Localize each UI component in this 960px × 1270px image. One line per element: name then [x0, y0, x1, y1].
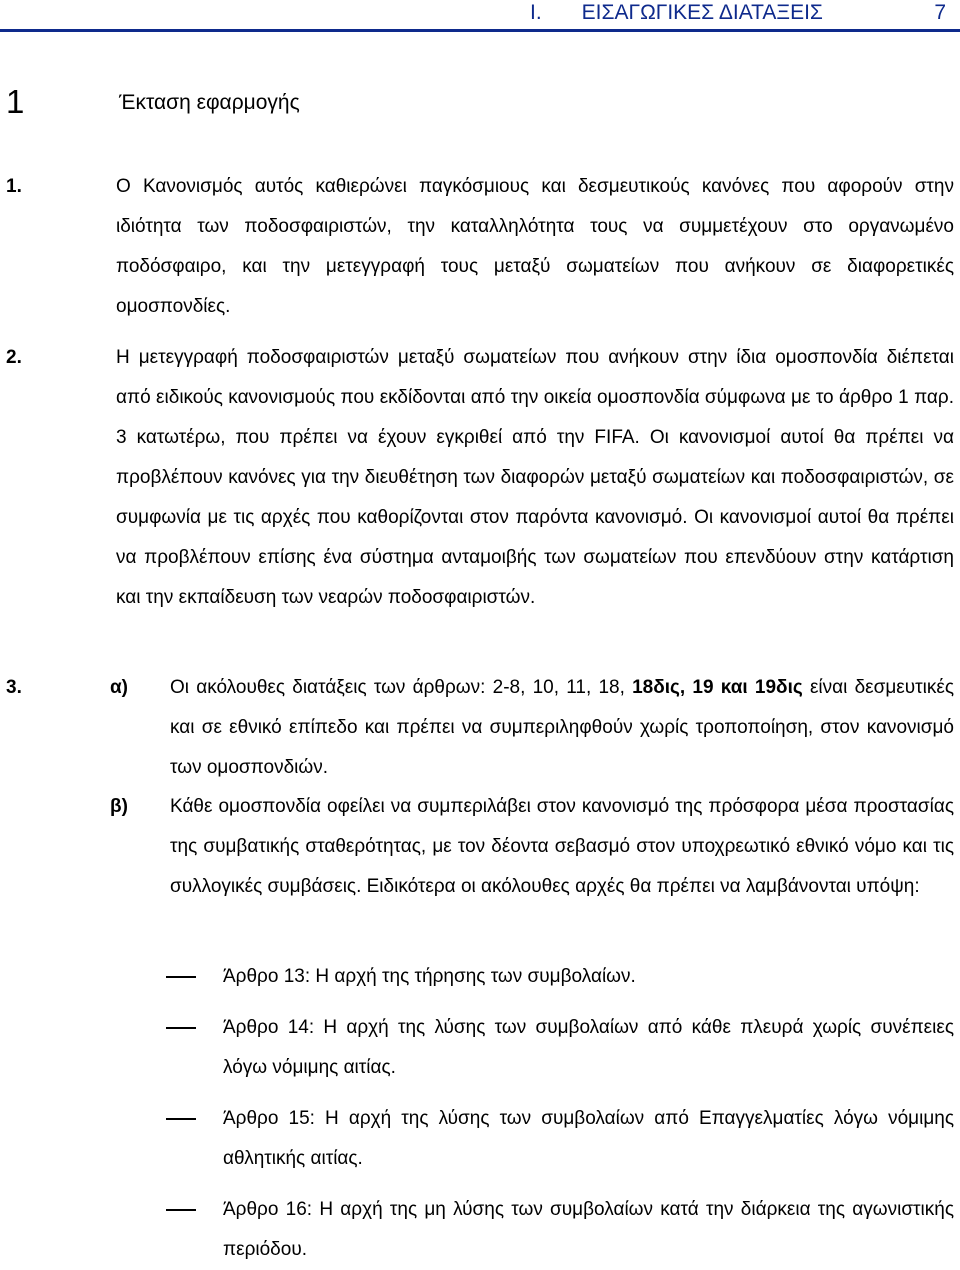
- paragraph-3a: [6, 668, 954, 788]
- paragraph-text: Η μετεγγραφή ποδοσφαιριστών μεταξύ σωματείων που ανήκουν στην ίδια ομοσπονδία διέπεται από ειδικούς κανονισμούς που εκδίδονται από την οικεία ομοσπονδία σύμφωνα με το άρθρο 1 παρ. 3 κατωτέρω, που πρέπει να έχουν εγκριθεί από την FIFA. Οι κανονισμοί αυτοί θα πρέπει να προβλέπουν κανόνες για την διευθέτηση των διαφορών μεταξύ σωματείων και ποδοσφαιριστών, σε συμφωνία με τις αρχές που καθορίζονται στον παρόντα κανονισμό. Οι κανονισμοί αυτοί θα πρέπει να προβλέπουν επίσης ένα σύστημα ανταμοιβής των σωματείων που επενδύουν στην κατάρτιση και την εκπαίδευση των νεαρών ποδοσφαιριστών.: [116, 347, 954, 608]
- list-item-text: Άρθρο 14: Η αρχή της λύσης των συμβολαίων από κάθε πλευρά χωρίς συνέπειες λόγω νόμιμης αιτίας.: [223, 1017, 954, 1078]
- paragraph-3b: [6, 787, 954, 907]
- list-item: [6, 1008, 954, 1088]
- dash-bullet: [166, 1027, 196, 1029]
- dash-bullet: [166, 976, 196, 978]
- text-segment: είναι δεσμευτικές και σε εθνικό επίπεδο και πρέπει να συμπεριληφθούν χωρίς τροποποίηση, στον κανονισμό των ομοσπονδιών.: [170, 677, 955, 778]
- list-item: [6, 1190, 954, 1270]
- section-title: Έκταση εφαρμογής: [119, 91, 300, 114]
- list-item-text: Άρθρο 13: Η αρχή της τήρησης των συμβολαίων.: [223, 966, 636, 987]
- dash-bullet: [166, 1118, 196, 1120]
- chapter-title: ΕΙΣΑΓΩΓΙΚΕΣ ΔΙΑΤΑΞΕΙΣ: [581, 1, 823, 24]
- dash-bullet: [166, 1209, 196, 1211]
- section-number: 1: [6, 83, 25, 120]
- chapter-heading: [530, 0, 823, 26]
- list-item: [6, 957, 954, 997]
- list-item: [6, 1099, 954, 1179]
- paragraph-number: 1.: [6, 176, 22, 197]
- paragraph-2: [6, 338, 954, 618]
- subparagraph-letter: β): [110, 796, 128, 817]
- subparagraph-text: Κάθε ομοσπονδία οφείλει να συμπεριλάβει στον κανονισμό της πρόσφορα μέσα προστασίας της συμβατικής σταθερότητας, με τον δέοντα σεβασμό στον υποχρεωτικό εθνικό νόμο και τις συλλογικές συμβάσεις. Ειδικότερα οι ακόλουθες αρχές θα πρέπει να λαμβάνονται υπόψη:: [170, 796, 954, 897]
- list-item-text: Άρθρο 16: Η αρχή της μη λύσης των συμβολαίων κατά την διάρκεια της αγωνιστικής περιόδου.: [223, 1199, 954, 1260]
- paragraph-number: 2.: [6, 347, 22, 368]
- paragraph-text: Ο Κανονισμός αυτός καθιερώνει παγκόσμιους και δεσμευτικούς κανόνες που αφορούν στην ιδιότητα των ποδοσφαιριστών, την καταλληλότητα τους να συμμετέχουν στο οργανωμένο ποδόσφαιρο, και την μετεγγραφή τους μεταξύ σωματείων που ανήκουν σε διαφορετικές ομοσπονδίες.: [116, 176, 954, 317]
- text-segment: Οι ακόλουθες διατάξεις των άρθρων: 2-8, 10, 11, 18,: [170, 677, 633, 698]
- subparagraph-letter: α): [110, 677, 129, 698]
- header-divider: [0, 29, 960, 32]
- paragraph-number: 3.: [6, 677, 22, 698]
- subparagraph-text: [170, 668, 954, 788]
- bold-article-list: 18δις, 19 και 19δις: [632, 677, 803, 698]
- page-number: 7: [934, 1, 946, 24]
- paragraph-1: [6, 167, 954, 327]
- page-header: [0, 0, 960, 27]
- list-item-text: Άρθρο 15: Η αρχή της λύσης των συμβολαίων από Επαγγελματίες λόγω νόμιμης αθλητικής αιτίας.: [223, 1108, 954, 1169]
- chapter-number: I.: [530, 1, 542, 24]
